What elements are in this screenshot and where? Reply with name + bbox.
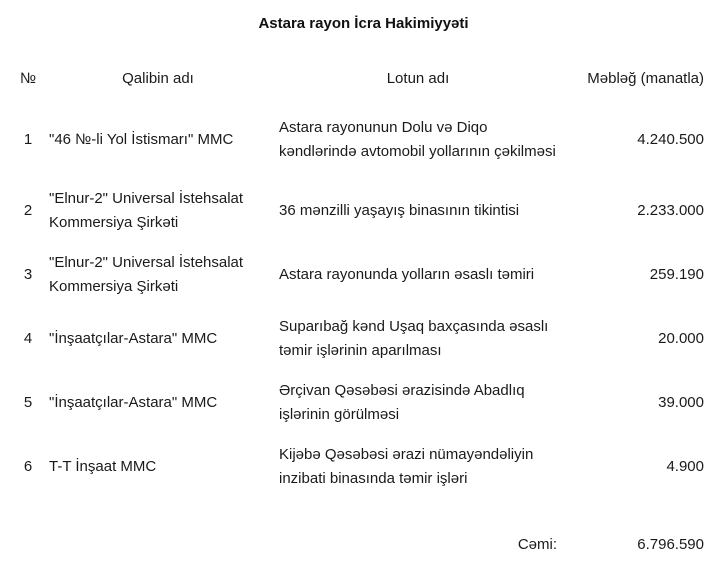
row-amount: 20.000 xyxy=(658,330,704,347)
row-lot: Ərçivan Qəsəbəsi ərazisində Abadlıq işlərinin görülməsi xyxy=(279,382,525,423)
row-number: 2 xyxy=(23,202,33,219)
row-company: T-T İnşaat MMC xyxy=(49,458,157,475)
table-row xyxy=(13,101,710,179)
row-company: "İnşaatçılar-Astara" MMC xyxy=(49,330,218,347)
row-lot: Astara rayonunun Dolu və Diqo kəndlərində avtomobil yollarının çəkilməsi xyxy=(279,119,556,160)
row-amount: 2.233.000 xyxy=(637,202,704,219)
table-row xyxy=(13,307,710,371)
table-row xyxy=(13,435,710,499)
table-body xyxy=(13,101,710,559)
row-company: "Elnur-2" Universal İstehsalat Kommersiya Şirkəti xyxy=(49,254,244,295)
row-lot: Astara rayonunda yolların əsaslı təmiri xyxy=(279,266,535,283)
row-lot: Suparıbağ kənd Uşaq baxçasında əsaslı təmir işlərinin aparılması xyxy=(279,318,549,359)
total-spacer xyxy=(13,499,43,559)
row-amount: 259.190 xyxy=(649,266,704,283)
total-row xyxy=(13,499,710,559)
row-amount: 39.000 xyxy=(658,394,704,411)
table-row xyxy=(13,179,710,243)
row-number: 3 xyxy=(23,266,33,283)
column-header-lot: Lotun adı xyxy=(386,70,450,87)
total-label: Cəmi: xyxy=(517,536,557,553)
column-header-amount: Məbləğ (manatla) xyxy=(587,70,704,87)
row-number: 4 xyxy=(23,330,33,347)
column-header-no: № xyxy=(19,70,37,87)
total-amount: 6.796.590 xyxy=(637,536,704,553)
total-spacer xyxy=(43,499,273,559)
row-lot: 36 mənzilli yaşayış binasının tikintisi xyxy=(279,202,520,219)
row-number: 5 xyxy=(23,394,33,411)
row-lot: Kijəbə Qəsəbəsi ərazi nümayəndəliyin inzibati binasında təmir işləri xyxy=(279,446,534,487)
tender-results-table xyxy=(13,57,710,559)
table-header xyxy=(13,57,710,101)
row-amount: 4.240.500 xyxy=(637,131,704,148)
row-company: "46 №-li Yol İstismarı" MMC xyxy=(49,131,234,148)
row-company: "Elnur-2" Universal İstehsalat Kommersiya Şirkəti xyxy=(49,190,244,231)
header-row xyxy=(13,57,710,101)
table-row xyxy=(13,371,710,435)
row-company: "İnşaatçılar-Astara" MMC xyxy=(49,394,218,411)
document-title: Astara rayon İcra Hakimiyyəti xyxy=(258,15,469,32)
column-header-company: Qalibin adı xyxy=(122,70,194,87)
row-number: 6 xyxy=(23,458,33,475)
row-number: 1 xyxy=(23,131,33,148)
table-row xyxy=(13,243,710,307)
row-amount: 4.900 xyxy=(666,458,704,475)
